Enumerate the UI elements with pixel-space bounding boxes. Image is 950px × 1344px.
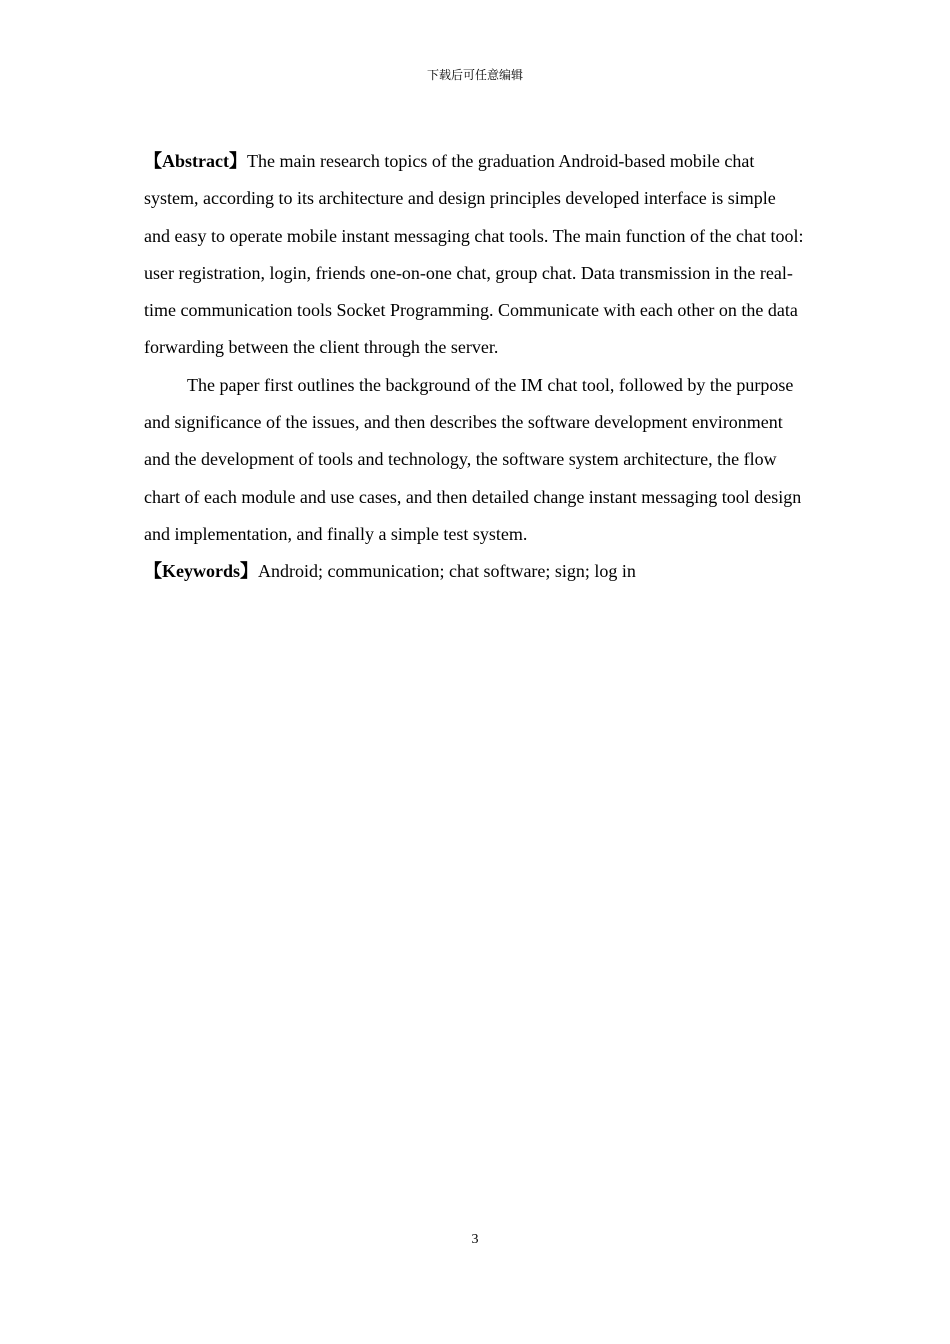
abstract-paragraph-2: The paper first outlines the background of the IM chat tool, followed by the purpose and significance of the issues, and then describes the software development environment and the development of tools and technology, the software system architecture, the flow chart of each module and use cases, and then detailed change instant messaging tool design and implementation, and finally a simple test system.	[144, 374, 802, 544]
page-number: 3	[471, 1232, 479, 1247]
page-header: 下载后可任意编辑	[426, 68, 523, 82]
abstract-section	[144, 143, 804, 591]
abstract-paragraph-1-text: The main research topics of the graduation Android-based mobile chat system, according to its architecture and design principles developed interface is simple and easy to operate mobile instant messaging chat tools. The main function of the chat tool: user registration, login, friends one-on-one chat, group chat. Data transmission in the real-time communication tools Socket Programming. Communicate with each other on the data forwarding between the client through the server.	[144, 151, 804, 358]
abstract-label: 【Abstract】	[144, 151, 247, 171]
keywords-line	[144, 553, 804, 590]
keywords-label: 【Keywords】	[144, 561, 258, 582]
abstract-paragraph-1	[144, 143, 804, 367]
keywords-text: Android; communication; chat software; sign; log in	[258, 561, 636, 582]
